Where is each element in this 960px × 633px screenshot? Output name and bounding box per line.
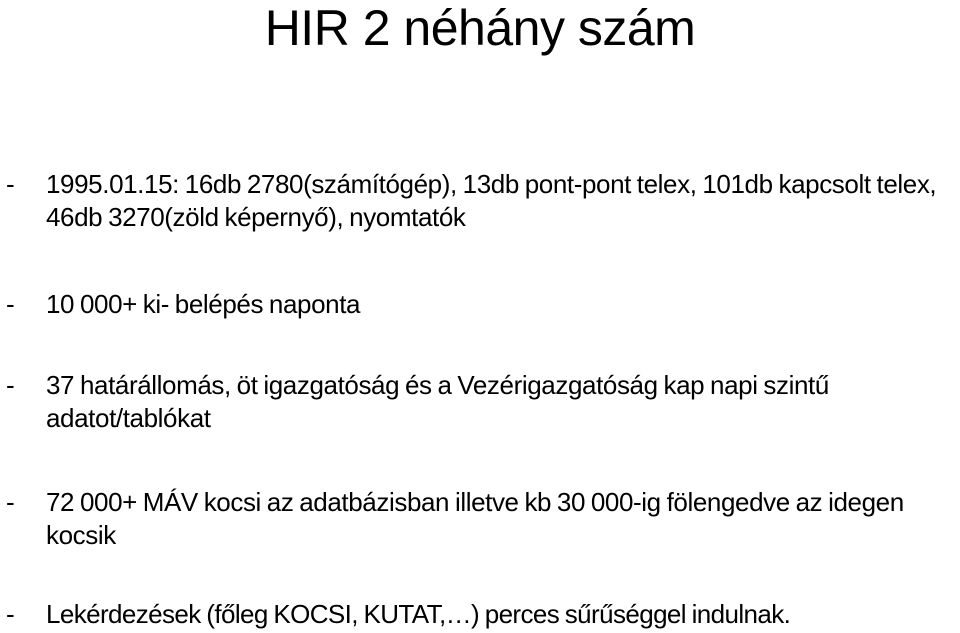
bullet-dash: - [6,487,15,517]
bullet-dash: - [6,599,15,629]
bullet-text: Lekérdezések (főleg KOCSI, KUTAT,…) perces sűrűséggel indulnak. [46,599,791,629]
bullet-text: 37 határállomás, öt igazgatóság és a Vezérigazgatóság kap napi szintű adatot/tablókat [46,370,829,433]
bullet-text: 72 000+ MÁV kocsi az adatbázisban illetve kb 30 000-ig fölengedve az idegen kocsik [46,487,904,550]
slide-title: HIR 2 néhány szám [264,0,696,56]
bullet-text: 10 000+ ki- belépés naponta [46,289,361,319]
bullet-dash: - [6,289,15,319]
bullet-text: 1995.01.15: 16db 2780(számítógép), 13db pont-pont telex, 101db kapcsolt telex, 46db 3270(zöld képernyő), nyomtatók [46,169,937,232]
bullet-dash: - [6,370,15,400]
bullet-dash: - [6,169,15,199]
